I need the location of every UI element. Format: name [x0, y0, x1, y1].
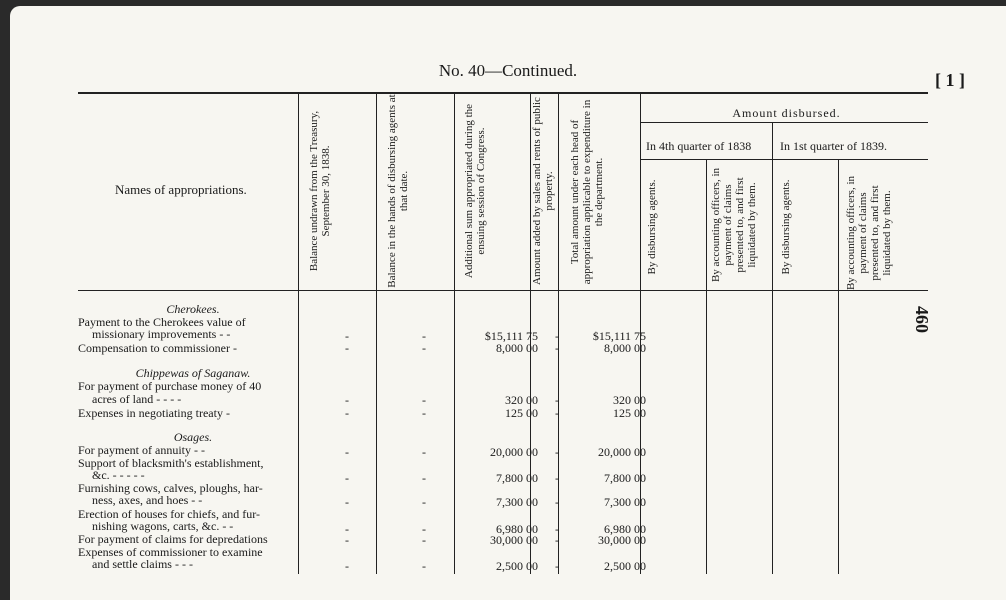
additional-value: 30,000 00 — [490, 533, 538, 547]
total-value: $15,111 75 — [592, 329, 646, 343]
dash: - — [345, 522, 349, 536]
col-header-q4-accounting: By accounting officers, in payment of claims presented to, and first liquidated by them. — [710, 167, 758, 283]
row-name: Furnishing cows, calves, ploughs, har- — [78, 481, 263, 495]
total-value: 125 00 — [613, 406, 646, 420]
quarter-4-1838-header: In 4th quarter of 1838 — [646, 139, 752, 153]
additional-value: 125 00 — [505, 406, 538, 420]
row-name-cont: and settle claims - - - — [92, 557, 193, 571]
col-divider — [706, 159, 707, 574]
dash: - — [422, 393, 426, 407]
col-header-balance-treasury: Balance undrawn from the Treasury, September 30, 1838. — [308, 110, 332, 272]
total-value: 20,000 00 — [598, 445, 646, 459]
dash: - — [422, 329, 426, 343]
dash: - — [345, 495, 349, 509]
dash: - — [555, 393, 559, 407]
row-name: For payment of annuity - - — [78, 443, 205, 457]
additional-value: 320 00 — [505, 393, 538, 407]
dash: - — [422, 471, 426, 485]
row-name: Compensation to commissioner - — [78, 341, 237, 355]
col-divider — [772, 122, 773, 574]
dash: - — [555, 445, 559, 459]
col-divider — [838, 159, 839, 574]
col-divider — [376, 94, 377, 574]
section-title: Cherokees. — [166, 302, 220, 316]
dash: - — [345, 329, 349, 343]
row-name: For payment of claims for depredations — [78, 532, 268, 546]
dash: - — [555, 522, 559, 536]
dash: - — [555, 471, 559, 485]
col-header-additional-sum: Additional sum appropriated during the ensuing session of Congress. — [463, 103, 487, 279]
row-name: Support of blacksmith's establishment, — [78, 456, 264, 470]
dash: - — [345, 533, 349, 547]
page-number: 460 — [912, 306, 932, 333]
additional-value: 8,000 00 — [496, 341, 538, 355]
dash: - — [555, 559, 559, 573]
total-value: 320 00 — [613, 393, 646, 407]
document-page — [10, 6, 1006, 600]
additional-value: 6,980 00 — [496, 522, 538, 536]
dash: - — [555, 495, 559, 509]
col-header-q1-disbursing: By disbursing agents. — [780, 179, 792, 275]
header-bottom-rule — [78, 290, 928, 291]
row-name-cont: ness, axes, and hoes - - — [92, 493, 203, 507]
additional-value: $15,111 75 — [484, 329, 538, 343]
row-name-cont: missionary improvements - - — [92, 327, 231, 341]
row-name-cont: nishing wagons, carts, &c. - - — [92, 519, 234, 533]
dash: - — [422, 559, 426, 573]
col-header-sales-rents: Amount added by sales and rents of public property. — [531, 97, 555, 285]
dash: - — [422, 445, 426, 459]
row-name: Expenses in negotiating treaty - — [78, 406, 230, 420]
dash: - — [555, 406, 559, 420]
total-value: 7,300 00 — [604, 495, 646, 509]
dash: - — [345, 406, 349, 420]
additional-value: 2,500 00 — [496, 559, 538, 573]
total-value: 30,000 00 — [598, 533, 646, 547]
total-value: 6,980 00 — [604, 522, 646, 536]
dash: - — [345, 445, 349, 459]
row-name: Payment to the Cherokees value of — [78, 315, 246, 329]
total-value: 8,000 00 — [604, 341, 646, 355]
dash: - — [422, 495, 426, 509]
dash: - — [345, 559, 349, 573]
section-title: Chippewas of Saganaw. — [135, 366, 251, 380]
names-header: Names of appropriations. — [115, 182, 247, 197]
col-divider — [298, 94, 299, 574]
col-header-q1-accounting: By accounting officers, in payment of claims presented to, and first liquidated by them. — [845, 175, 893, 291]
total-value: 2,500 00 — [604, 559, 646, 573]
row-name: Expenses of commissioner to examine — [78, 545, 263, 559]
dash: - — [422, 406, 426, 420]
side-marker: [ 1 ] — [935, 70, 965, 90]
additional-value: 20,000 00 — [490, 445, 538, 459]
amount-rule — [640, 122, 928, 123]
dash: - — [422, 341, 426, 355]
row-name: For payment of purchase money of 40 — [78, 379, 262, 393]
row-name-cont: acres of land - - - - — [92, 392, 182, 406]
additional-value: 7,300 00 — [496, 495, 538, 509]
col-header-total-amount: Total amount under each head of appropriation applicable to expenditure in the department. — [569, 99, 605, 285]
dash: - — [555, 533, 559, 547]
dash: - — [555, 329, 559, 343]
col-header-q4-disbursing: By disbursing agents. — [646, 179, 658, 275]
total-value: 7,800 00 — [604, 471, 646, 485]
page-title: No. 40—Continued. — [438, 61, 578, 80]
amount-disbursed-header: Amount disbursed. — [732, 106, 841, 120]
row-name-cont: &c. - - - - - — [92, 468, 145, 482]
dash: - — [345, 393, 349, 407]
dash: - — [345, 471, 349, 485]
dash: - — [345, 341, 349, 355]
quarter-1-1839-header: In 1st quarter of 1839. — [780, 139, 887, 153]
dash: - — [422, 522, 426, 536]
additional-value: 7,800 00 — [496, 471, 538, 485]
dash: - — [555, 341, 559, 355]
col-header-balance-agents: Balance in the hands of disbursing agents at that date. — [386, 94, 410, 288]
row-name: Erection of houses for chiefs, and fur- — [78, 507, 261, 521]
section-title: Osages. — [173, 430, 213, 444]
quarter-rule — [640, 159, 928, 160]
dash: - — [422, 533, 426, 547]
